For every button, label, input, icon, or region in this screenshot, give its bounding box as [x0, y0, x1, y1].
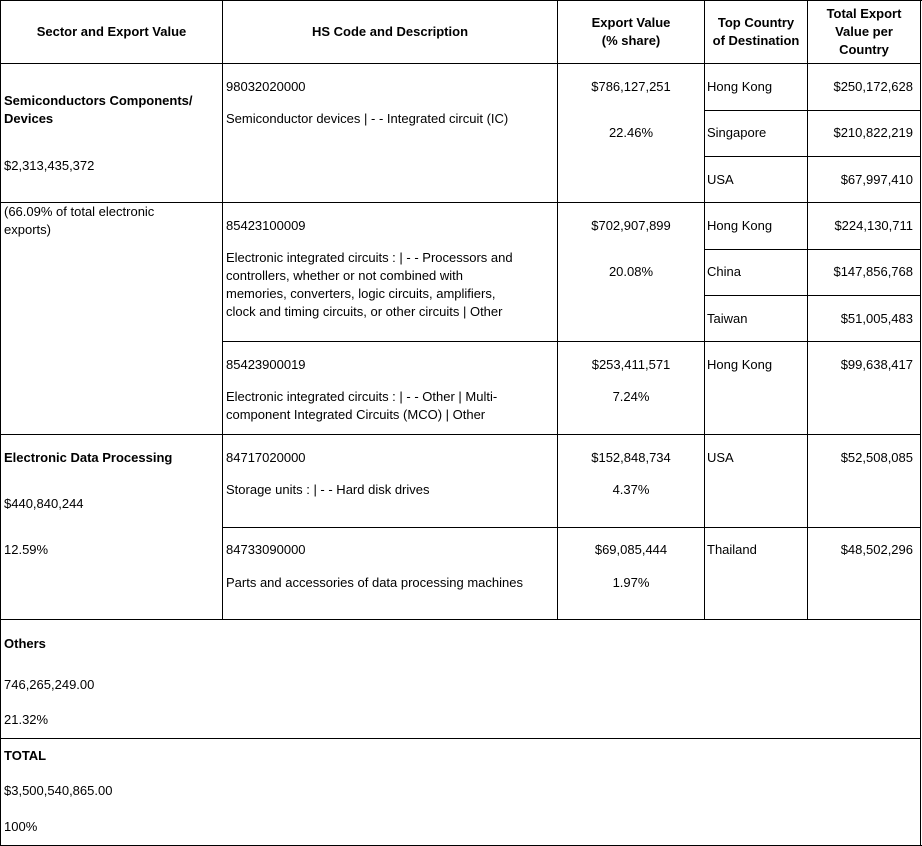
- row3-desc-line2: component Integrated Circuits (MCO) | Other: [226, 407, 486, 422]
- row5-share: 1.97%: [612, 575, 650, 590]
- row4-code: 84717020000: [226, 450, 306, 465]
- row2-value: $702,907,899: [591, 218, 671, 233]
- header-export-value-line2: (% share): [601, 33, 661, 48]
- row5-code: 84733090000: [226, 542, 306, 557]
- row1-desc-line1: Semiconductor devices | - - Integrated circuit (IC): [226, 111, 509, 126]
- header-top-country: [705, 1, 807, 63]
- dest-line-2a: [704, 249, 921, 250]
- row4-value: $152,848,734: [591, 450, 671, 465]
- sector-others-name: Others: [4, 636, 46, 651]
- dest-line-2b: [704, 295, 921, 296]
- row3-code: 85423900019: [226, 357, 306, 372]
- row3-share: 7.24%: [612, 389, 650, 404]
- row3-bottom-line: [0, 434, 921, 435]
- row2-desc-line3: memories, converters, logic circuits, amplifiers,: [226, 286, 496, 301]
- row3-value: $253,411,571: [591, 357, 671, 372]
- header-bottom-line: [0, 63, 921, 64]
- sector-others-value: 746,265,249.00: [4, 677, 95, 692]
- row5-desc-line1: Parts and accessories of data processing machines: [226, 575, 523, 590]
- header-hs-code: [223, 1, 557, 63]
- sector-semi-name: [4, 92, 222, 128]
- row5-bottom-line: [0, 619, 921, 620]
- sector-others-share: 21.32%: [4, 712, 49, 727]
- row3-dest1-country: Hong Kong: [707, 357, 773, 372]
- sector-semi-name-line2: Devices: [4, 111, 54, 126]
- row1-dest3-value: $67,997,410: [840, 172, 913, 187]
- row2-desc-line1: Electronic integrated circuits : | - - Processors and: [226, 250, 513, 265]
- row2-desc-line4: clock and timing circuits, or other circuits | Other: [226, 304, 503, 319]
- row4-desc-line1: Storage units : | - - Hard disk drives: [226, 482, 430, 497]
- row3-desc: [226, 388, 556, 424]
- row3-dest1-value: $99,638,417: [840, 357, 913, 372]
- header-export-value: [558, 1, 704, 63]
- row4-bottom-line: [222, 527, 921, 528]
- row1-value: $786,127,251: [591, 79, 671, 94]
- row1-dest1-value: $250,172,628: [833, 79, 913, 94]
- dest-line-1b: [704, 156, 921, 157]
- sector-total-share: 100%: [4, 819, 38, 834]
- row4-share: 4.37%: [612, 482, 650, 497]
- row2-dest2-value: $147,856,768: [833, 264, 913, 279]
- header-hs-code-label: HS Code and Description: [311, 24, 469, 39]
- row3-desc-line1: Electronic integrated circuits : | - - Other | Multi-: [226, 389, 498, 404]
- sector-semi-name-line1: Semiconductors Components/: [4, 93, 193, 108]
- header-top-country-line1: Top Country: [717, 15, 795, 30]
- row2-desc: [226, 249, 556, 321]
- others-bottom-line: [0, 738, 921, 739]
- row4-desc: [226, 481, 556, 499]
- dest-line-1a: [704, 110, 921, 111]
- row4-dest1-value: $52,508,085: [840, 450, 913, 465]
- sector-semi-share: [4, 203, 222, 239]
- row1-dest3-country: USA: [707, 172, 734, 187]
- row1-share: 22.46%: [608, 125, 654, 140]
- header-total-per-country: [808, 1, 920, 63]
- row1-dest1-country: Hong Kong: [707, 79, 773, 94]
- row2-dest1-country: Hong Kong: [707, 218, 773, 233]
- sector-edp-share: 12.59%: [4, 542, 49, 557]
- header-total-line2: Value per: [835, 24, 893, 39]
- row5-dest1-value: $48,502,296: [840, 542, 913, 557]
- row5-desc: [226, 574, 556, 592]
- border-left: [0, 0, 1, 846]
- row2-dest2-country: China: [707, 264, 741, 279]
- sector-semi-share-line2: exports): [4, 222, 51, 237]
- row2-dest1-value: $224,130,711: [834, 218, 913, 233]
- row2-dest3-country: Taiwan: [707, 311, 748, 326]
- row1-code: 98032020000: [226, 79, 306, 94]
- row1-dest2-country: Singapore: [707, 125, 767, 140]
- sector-total-value: $3,500,540,865.00: [4, 783, 113, 798]
- header-total-line3: Country: [839, 42, 889, 57]
- row2-dest3-value: $51,005,483: [840, 311, 913, 326]
- row2-desc-line2: controllers, whether or not combined with: [226, 268, 464, 283]
- header-top-country-line2: of Destination: [712, 33, 800, 48]
- row2-bottom-line: [222, 341, 921, 342]
- row4-dest1-country: USA: [707, 450, 734, 465]
- row1-desc: [226, 110, 556, 128]
- sector-semi-share-line1: (66.09% of total electronic: [4, 204, 155, 219]
- header-sector-label: Sector and Export Value: [36, 24, 187, 39]
- sector-edp-value: $440,840,244: [4, 496, 84, 511]
- sector-semi-value: $2,313,435,372: [4, 158, 95, 173]
- row5-dest1-country: Thailand: [707, 542, 757, 557]
- border-right: [920, 0, 921, 846]
- row1-dest2-value: $210,822,219: [833, 125, 913, 140]
- row2-code: 85423100009: [226, 218, 306, 233]
- row2-share: 20.08%: [608, 264, 654, 279]
- header-export-value-line1: Export Value: [591, 15, 671, 30]
- header-sector: [1, 1, 222, 63]
- header-total-line1: Total Export: [826, 6, 902, 21]
- sector-total-name: TOTAL: [4, 748, 47, 763]
- sector-edp-name: Electronic Data Processing: [4, 450, 173, 465]
- row5-value: $69,085,444: [594, 542, 668, 557]
